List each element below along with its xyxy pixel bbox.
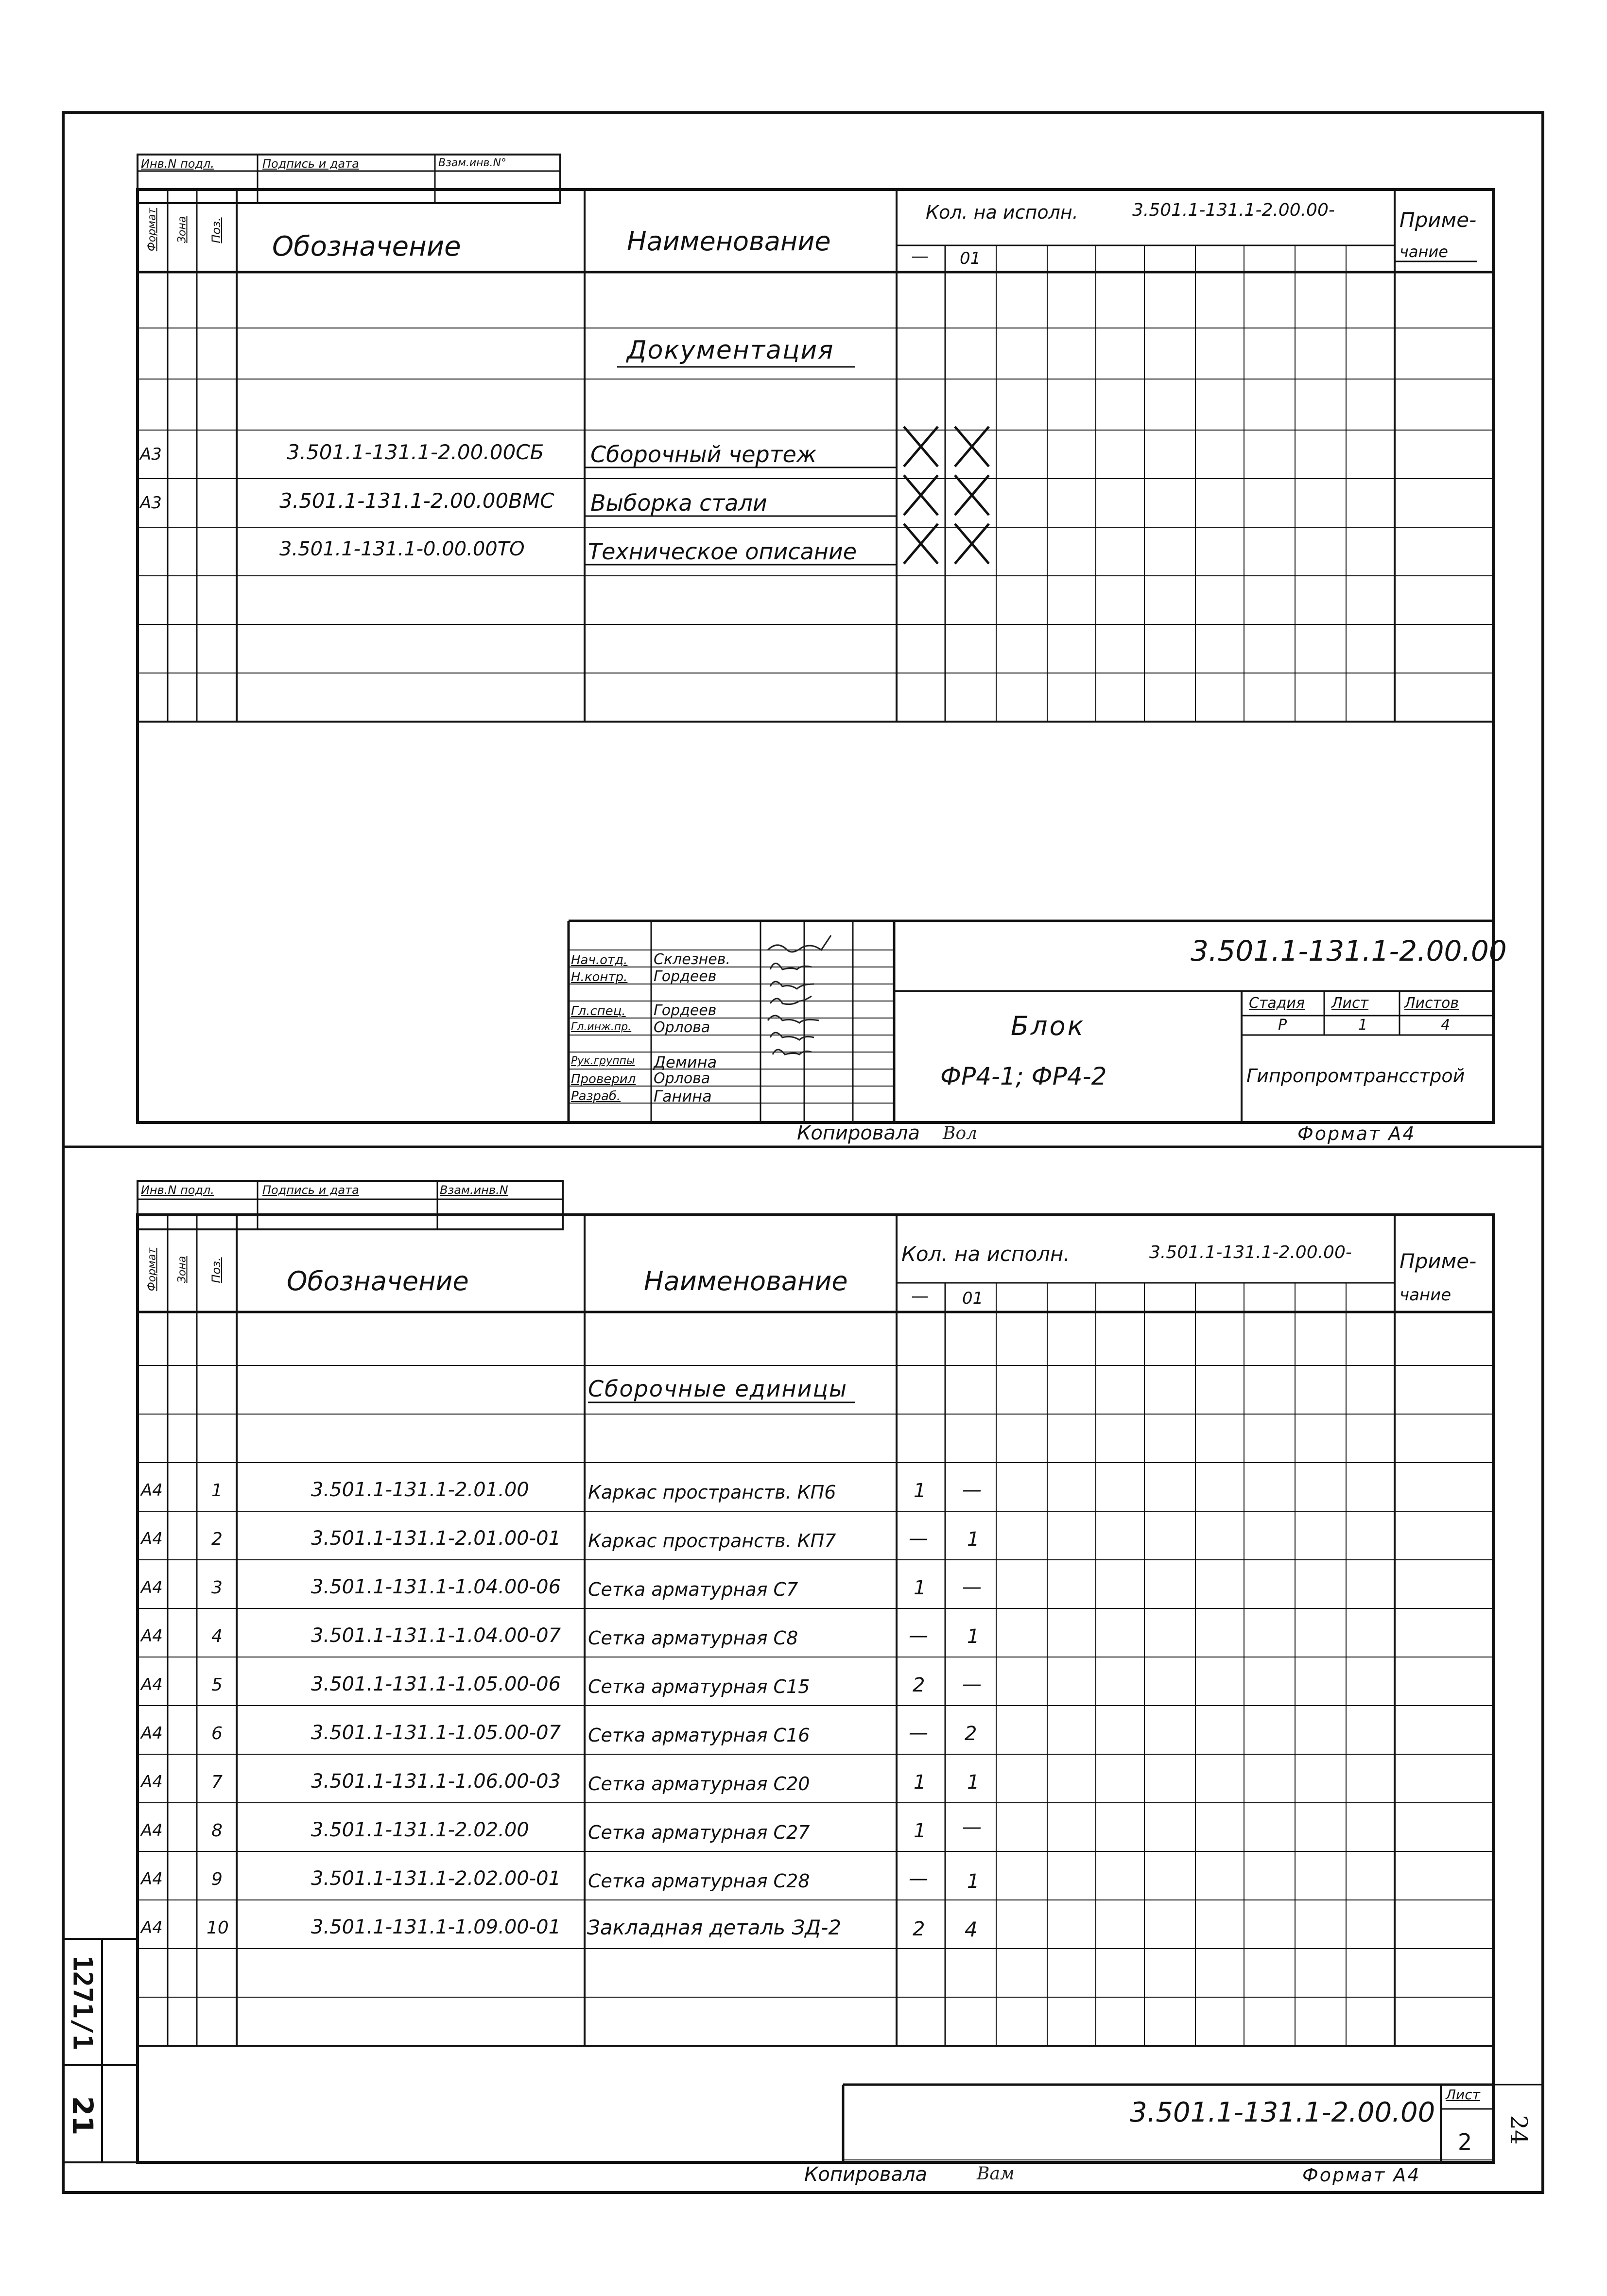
inv-no-label: Инв.N подл. (141, 157, 214, 171)
row-qty-2: — (962, 1576, 982, 1598)
pos-header: Поз. (209, 1257, 223, 1283)
row-pos: 10 (207, 1918, 229, 1938)
row-designation: 3.501.1-131.1-1.09.00-01 (311, 1916, 561, 1938)
row-format: А4 (141, 1821, 163, 1840)
row-qty-1: 1 (914, 1480, 926, 1502)
role-person: Демина (654, 1053, 717, 1071)
replace-inv-label: Взам.инв.N° (438, 157, 506, 169)
sheet-value: 1 (1358, 1017, 1368, 1034)
product-codes: ФР4-1; ФР4-2 (940, 1062, 1107, 1090)
row-qty-2: 1 (967, 1870, 980, 1893)
replace-inv-label: Взам.инв.N (440, 1183, 508, 1197)
row-format: А4 (141, 1481, 163, 1500)
row-pos: 3 (211, 1578, 223, 1598)
note-header-1: Приме- (1400, 208, 1477, 232)
row-pos: 7 (211, 1772, 223, 1792)
name-header: Наименование (627, 226, 831, 257)
qty-col-dash: — (911, 1286, 929, 1306)
role-person: Орлова (654, 1019, 710, 1036)
format-header: Формат (146, 207, 158, 252)
format-footer: Формат А4 (1302, 2164, 1421, 2186)
qty-col-dash: — (911, 246, 929, 266)
row-pos: 6 (211, 1724, 223, 1744)
row-qty-1: — (909, 1624, 928, 1647)
row-designation: 3.501.1-131.1-2.01.00-01 (311, 1527, 561, 1550)
role-label: Н.контр. (571, 970, 628, 984)
role-label: Нач.отд. (571, 953, 628, 967)
sign-date-label: Подпись и дата (262, 1183, 359, 1197)
row-format: А3 (140, 445, 162, 464)
row-format: А4 (141, 1772, 163, 1792)
row-qty-2: — (962, 1479, 982, 1501)
section-title: Сборочные единицы (588, 1376, 848, 1402)
row-designation: 3.501.1-131.1-2.00.00ВМС (279, 489, 554, 513)
row-qty-1: 1 (914, 1820, 926, 1842)
row-designation: 3.501.1-131.1-2.00.00СБ (287, 440, 544, 464)
row-designation: 3.501.1-131.1-2.01.00 (311, 1479, 529, 1501)
row-qty-2: 4 (965, 1917, 978, 1941)
row-name: Сетка арматурная С27 (588, 1822, 810, 1843)
row-name: Сетка арматурная С8 (588, 1627, 798, 1649)
row-designation: 3.501.1-131.1-1.06.00-03 (311, 1770, 561, 1793)
qty-title: Кол. на исполн. (901, 1242, 1070, 1266)
role-person: Склезнев. (654, 951, 730, 968)
section-title: Документация (627, 336, 834, 365)
row-name: Сетка арматурная С7 (588, 1579, 798, 1600)
row-qty-2: 1 (967, 1771, 980, 1794)
row-qty-1: 1 (914, 1771, 926, 1794)
row-qty-2: 1 (967, 1625, 980, 1648)
row-qty-2: — (962, 1816, 982, 1838)
row-pos: 2 (211, 1529, 223, 1549)
row-name: Закладная деталь ЗД-2 (587, 1916, 842, 1939)
stage-value: Р (1278, 1017, 1287, 1034)
row-format: А4 (141, 1529, 163, 1549)
copied-label: Копировала (797, 1122, 920, 1144)
zone-header: Зона (176, 1256, 189, 1283)
row-qty-1: 2 (913, 1918, 925, 1940)
row-name: Сетка арматурная С15 (588, 1676, 810, 1697)
row-format: А4 (141, 1675, 163, 1694)
copied-by: Вол (943, 1123, 978, 1143)
note-header-1: Приме- (1400, 1249, 1477, 1273)
row-qty-1: — (909, 1722, 928, 1744)
role-person: Гордеев (654, 968, 717, 985)
row-name: Выборка стали (590, 490, 767, 516)
zone-header: Зона (176, 216, 189, 243)
row-pos: 9 (211, 1869, 223, 1889)
row-name: Техническое описание (588, 538, 857, 565)
row-qty-2: 2 (965, 1723, 977, 1745)
row-name: Сетка арматурная С28 (588, 1870, 810, 1892)
format-footer: Формат А4 (1297, 1123, 1416, 1144)
row-format: А4 (141, 1869, 163, 1889)
designation-header: Обозначение (287, 1266, 469, 1296)
inv-no-label: Инв.N подл. (141, 1183, 214, 1197)
doc-code: 3.501.1-131.1-2.00.00 (1130, 2097, 1435, 2128)
qty-title: Кол. на исполн. (926, 202, 1078, 223)
signatures (763, 931, 850, 1115)
corner-mark: 24 (1505, 2115, 1532, 2145)
role-label: Гл.инж.пр. (571, 1021, 632, 1033)
row-designation: 3.501.1-131.1-1.05.00-07 (311, 1722, 561, 1744)
row-designation: 3.501.1-131.1-1.04.00-06 (311, 1576, 561, 1598)
doc-code: 3.501.1-131.1-2.00.00 (1191, 934, 1507, 967)
row-qty-1: 2 (913, 1674, 925, 1696)
note-header-2: чание (1400, 1285, 1451, 1305)
row-name: Сборочный чертеж (590, 441, 817, 467)
row-format: А4 (141, 1578, 163, 1597)
name-header: Наименование (644, 1266, 848, 1296)
qty-col-01: 01 (962, 1289, 984, 1308)
row-pos: 8 (211, 1821, 223, 1841)
role-person: Гордеев (654, 1002, 717, 1019)
note-header-2: чание (1400, 242, 1448, 261)
row-name: Каркас пространств. КП6 (588, 1482, 836, 1503)
sheet-value: 2 (1458, 2129, 1472, 2155)
sheets-label: Листов (1404, 995, 1459, 1012)
stage-label: Стадия (1249, 995, 1305, 1012)
page-number: 21 (66, 2096, 99, 2136)
row-name: Сетка арматурная С20 (588, 1773, 810, 1795)
qty-col-01: 01 (960, 249, 981, 268)
sign-date-label: Подпись и дата (262, 157, 359, 171)
row-qty-2: — (962, 1673, 982, 1695)
copied-by: Вам (977, 2164, 1015, 2184)
format-header: Формат (146, 1247, 158, 1292)
role-person: Орлова (654, 1070, 710, 1087)
row-qty-1: 1 (914, 1577, 926, 1599)
x-marks (904, 427, 989, 564)
row-qty-1: — (909, 1867, 928, 1890)
row-name: Каркас пространств. КП7 (588, 1530, 836, 1552)
row-designation: 3.501.1-131.1-2.02.00 (311, 1819, 529, 1841)
qty-doc: 3.501.1-131.1-2.00.00- (1132, 200, 1335, 220)
album-number: 1271/1 (67, 1955, 98, 2051)
row-designation: 3.501.1-131.1-1.05.00-06 (311, 1673, 561, 1695)
row-designation: 3.501.1-131.1-1.04.00-07 (311, 1624, 561, 1647)
role-person: Ганина (654, 1087, 712, 1105)
row-pos: 4 (211, 1626, 223, 1646)
row-designation: 3.501.1-131.1-2.02.00-01 (311, 1867, 561, 1890)
sheet-label: Лист (1331, 995, 1369, 1012)
row-format: А4 (141, 1626, 163, 1646)
designation-header: Обозначение (272, 231, 461, 262)
role-label: Рук.группы (571, 1055, 635, 1067)
row-qty-2: 1 (967, 1528, 980, 1551)
organization: Гипропромтрансстрой (1246, 1065, 1465, 1087)
sheet-label: Лист (1446, 2087, 1480, 2103)
role-label: Проверил (571, 1072, 636, 1087)
copied-label: Копировала (804, 2163, 928, 2186)
row-format: А4 (141, 1724, 163, 1743)
row-format: А4 (141, 1918, 163, 1937)
row-designation: 3.501.1-131.1-0.00.00ТО (279, 538, 525, 560)
sheets-value: 4 (1441, 1017, 1451, 1034)
row-pos: 5 (211, 1675, 223, 1695)
pos-header: Поз. (209, 217, 223, 243)
row-name: Сетка арматурная С16 (588, 1725, 810, 1746)
product-name: Блок (1011, 1011, 1086, 1041)
row-pos: 1 (211, 1481, 223, 1501)
role-label: Гл.спец. (571, 1004, 626, 1019)
qty-doc: 3.501.1-131.1-2.00.00- (1149, 1243, 1352, 1262)
row-format: А3 (140, 493, 162, 513)
row-qty-1: — (909, 1527, 928, 1550)
role-label: Разраб. (571, 1089, 621, 1104)
